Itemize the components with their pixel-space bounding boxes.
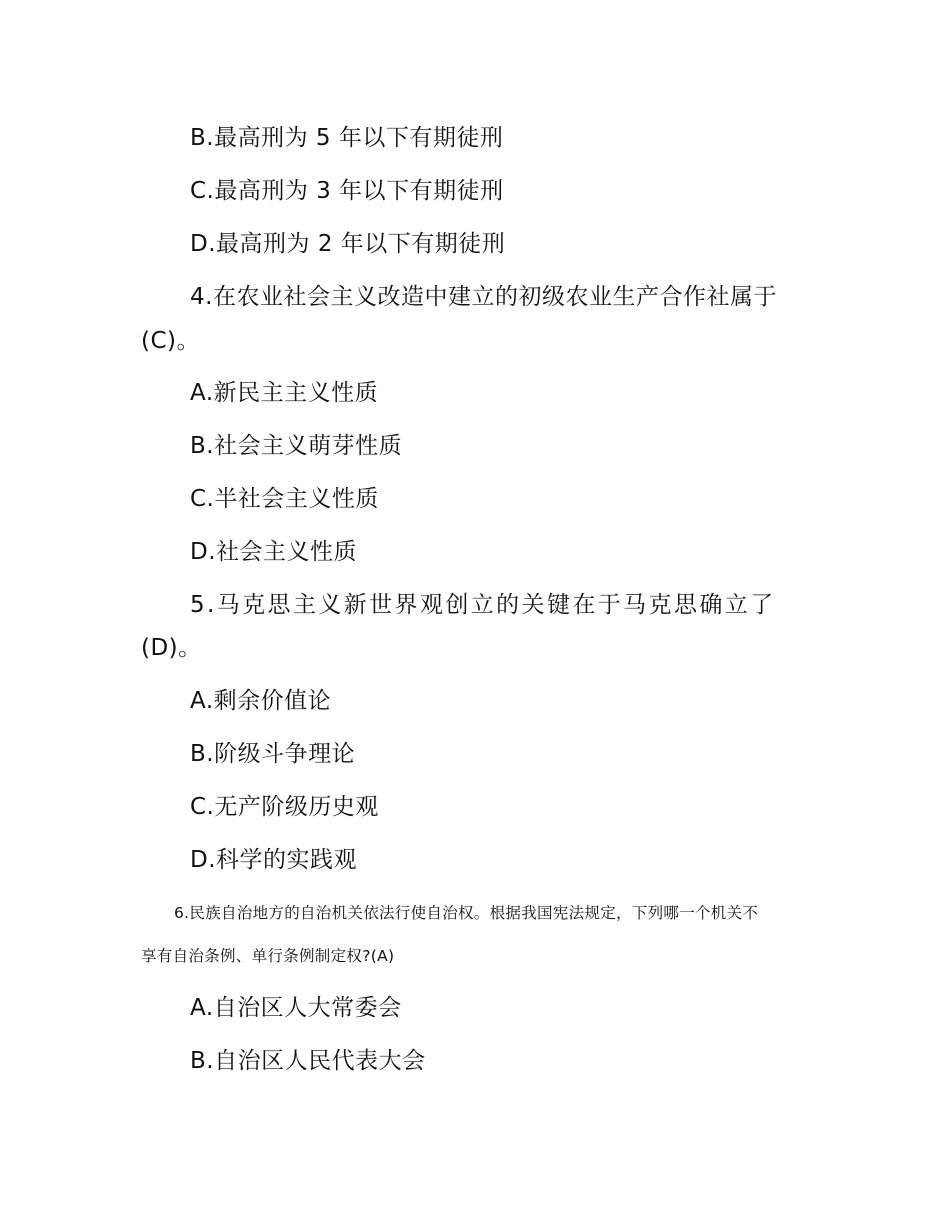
q3-option-c: C.最高刑为 3 年以下有期徒刑 bbox=[190, 178, 504, 204]
q4-answer: (C)。 bbox=[141, 328, 201, 354]
q5-option-b: B.阶级斗争理论 bbox=[190, 741, 356, 767]
q4-option-a: A.新民主主义性质 bbox=[190, 380, 379, 406]
q5-option-d: D.科学的实践观 bbox=[190, 847, 358, 873]
q6-stem: 6.民族自治地方的自治机关依法行使自治权。根据我国宪法规定，下列哪一个机关不 bbox=[174, 904, 759, 922]
q3-option-b: B.最高刑为 5 年以下有期徒刑 bbox=[190, 125, 504, 151]
q4-option-d: D.社会主义性质 bbox=[190, 539, 358, 565]
q5-stem: 5.马克思主义新世界观创立的关键在于马克思确立了 bbox=[190, 592, 776, 618]
q3-option-d: D.最高刑为 2 年以下有期徒刑 bbox=[190, 231, 506, 257]
q6-stem-continued: 享有自治条例、单行条例制定权?(A) bbox=[141, 947, 395, 965]
q5-option-c: C.无产阶级历史观 bbox=[190, 794, 379, 820]
q5-answer: (D)。 bbox=[141, 635, 202, 661]
q4-option-c: C.半社会主义性质 bbox=[190, 486, 379, 512]
q6-option-a: A.自治区人大常委会 bbox=[190, 995, 402, 1021]
q6-option-b: B.自治区人民代表大会 bbox=[190, 1048, 426, 1074]
q5-option-a: A.剩余价值论 bbox=[190, 688, 332, 714]
q4-option-b: B.社会主义萌芽性质 bbox=[190, 433, 403, 459]
q4-stem: 4.在农业社会主义改造中建立的初级农业生产合作社属于 bbox=[190, 284, 777, 310]
